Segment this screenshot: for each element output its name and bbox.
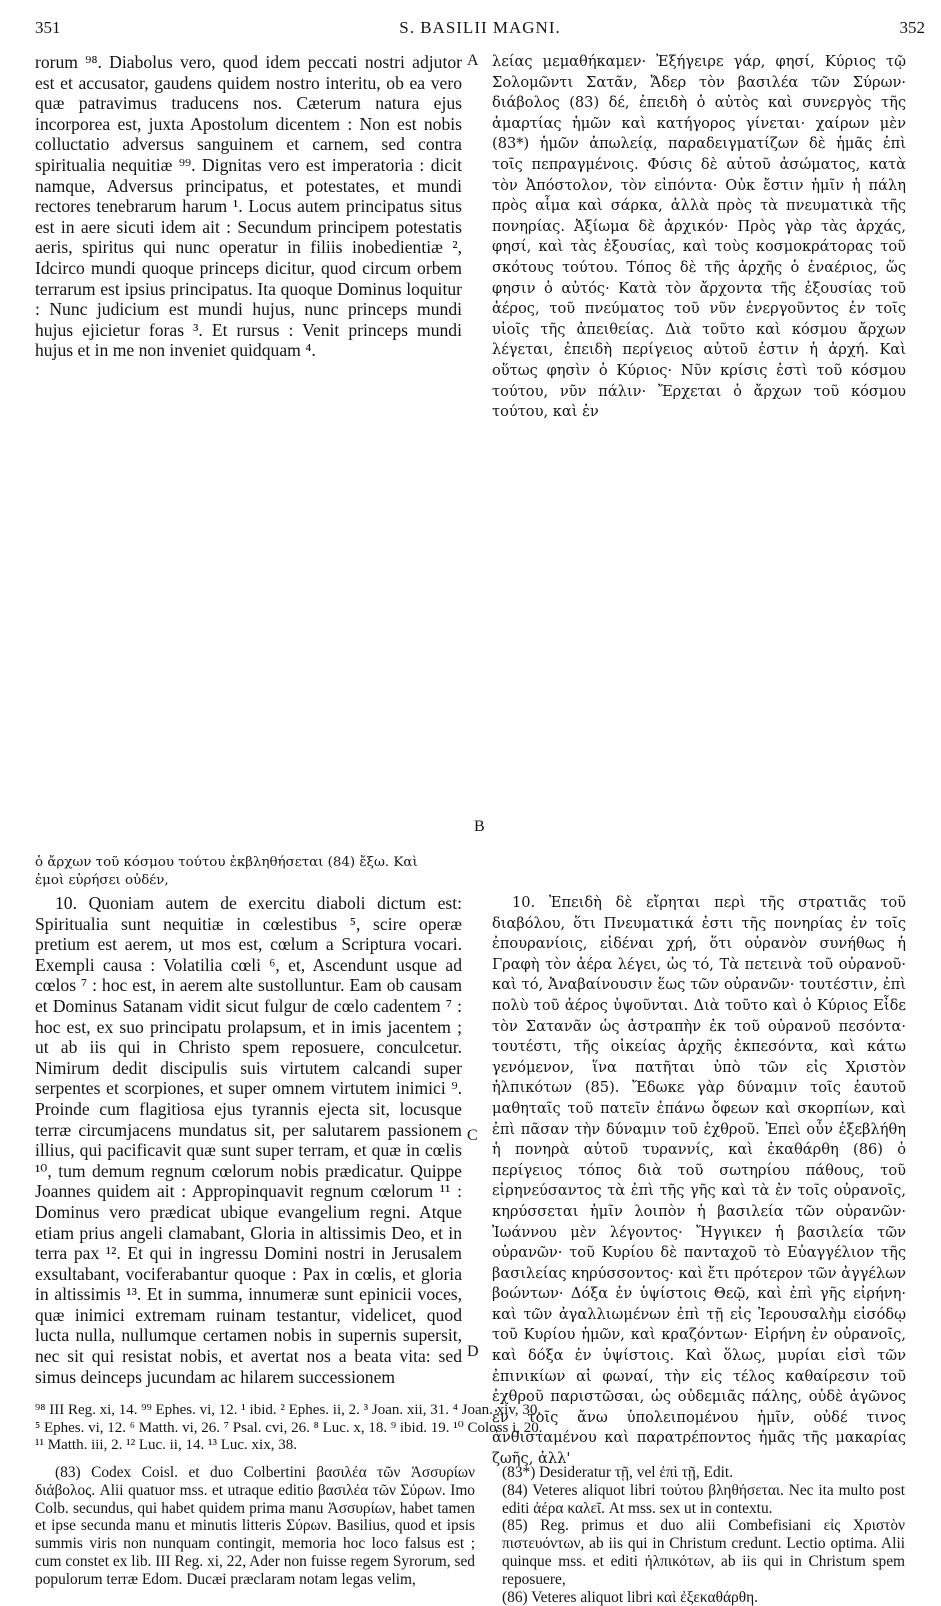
footnotes-right [502,1464,905,1606]
margin-letter-d: D [467,1343,479,1360]
footnotes-left [35,1464,475,1596]
reference-line: ¹¹ Matth. iii, 2. ¹² Luc. ii, 14. ¹³ Luc. xix, 38. [35,1437,297,1453]
latin-paragraph: 10. Quoniam autem de exercitu diaboli dictum est: Spiritualia sunt nequitiæ in cœlestibus ⁵, scire operæ pretium est aerem, ut mos est, cœlum a Scriptura vocari. Exempli causa : Volatilia cœli ⁶, et, Ascendunt usque ad cœlos ⁷ : hoc est, in aerem alte sustolluntur. Eam ob causam et Dominus Satanam vidit sicut fulgur de cœlo cadentem ⁷ : hoc est, ex suo principatu prolapsum, et in imis jacentem ; ut ab iis qui in Christo spem reposuere, conculcetur. Nimirum dedit discipulis suis virtutem calcandi super serpentes et scorpiones, et super omnem virtutem inimici ⁹. Proinde cum flagitiosa ejus tyrannis ejecta sit, locusque terræ circumjacens mundatus sit, per salutarem passionem illius, qui pacificavit quæ sunt super terram, et quæ in cœlis ¹⁰, tum demum regnum cœlorum nobis prædicatur. Quippe Joannes quidem ait : Appropinquavit regnum cœlorum ¹¹ : Dominus vero prædicat ubique evangelium regni. Atque etiam prius angeli clamabant, Gloria in altissimis Deo, et in terra pax ¹². Et qui in ingressu Domini nostri in Jerusalem exsultabant, vociferabantur quoque : Pax in cœlis, et gloria in altissimis ¹³. Et in summa, innumeræ sunt epinicii voces, quæ inimici extremam ruinam testantur, videlicet, quod lucta nulla, nullumque certamen nobis in supernis supersit, nec sit qui resistat nobis, et avertat nos a beata vita: sed simus deinceps jucundam ac hilarem successionem [35,893,462,1387]
footnote-85: (85) Reg. primus et duo alii Combefisiani εἰς Χριστὸν πιστευόντων, ab iis qui in Christum credunt. Lectio optima. Alii quinque mss. et editi ἠλπικότων, ab iis qui in Christum spem reposuere, [502,1517,905,1588]
running-title: S. BASILII MAGNI. [399,18,561,37]
footnote-86: (86) Veteres aliquot libri καὶ ἐξεκαθάρθη. [502,1588,758,1606]
greek-column-top [492,52,906,857]
reference-line: ⁵ Ephes. vi, 12. ⁶ Matth. vi, 26. ⁷ Psal. cvi, 26. ⁸ Luc. x, 18. ⁹ ibid. 19. ¹⁰ Coloss i, 20. [35,1419,543,1436]
footnote-83: (83) Codex Coisl. et duo Colbertini βασιλέα τῶν Ἀσσυρίων διάβολος. Alii quatuor mss. et utraque editio βασιλέα τῶν Σύρων. Imo Colb. secundus, qui habet quidem prima manu Ἀσσυρίων, habet tamen et ipse secunda manu et minutis litteris Σύρων. Basilius, quod et ipsis summis viris non nunquam contingit, memoria hoc loco falsus est ; cum constet ex lib. III Reg. xi, 22, Ader non fuisse regem Syrorum, sed populorum terræ Edom. Ducæi præclaram notam legas velim, [35,1464,475,1588]
greek-column-section-10 [492,893,906,1468]
margin-letter-c: C [467,1127,478,1144]
greek-spill-lines [35,854,480,890]
greek-paragraph: 10. Ἐπειδὴ δὲ εἴρηται περὶ τῆς στρατιᾶς τοῦ διαβόλου, ὅτι Πνευματικά ἐστι τῆς πονηρίας ἐν τοῖς ἐπουρανίοις, εἰδέναι χρή, ὅτι οὐρανὸν συνήθως ἡ Γραφὴ τὸν ἀέρα λέγει, ὡς τό, Τὰ πετεινὰ τοῦ οὐρανοῦ· καὶ τό, Ἀναβαίνουσιν ἕως τῶν οὐρανῶν· τουτέστιν, ἐπὶ πολὺ τοῦ ἀέρος ὑψοῦνται. Διὰ τοῦτο καὶ ὁ Κύριος Εἶδε τὸν Σατανᾶν ὡς ἀστραπὴν ἐκ τοῦ οὐρανοῦ πεσόντα· τουτέστι, τῆς οἰκείας ἀρχῆς ἐκπεσόντα, καὶ κάτω γενόμενον, ἵνα πατῆται ὑπὸ τῶν εἰς Χριστὸν ἠλπικότων (85). Ἔδωκε γὰρ δύναμιν τοῖς ἑαυτοῦ μαθηταῖς τοῦ πατεῖν ἐπάνω ὄφεων καὶ σκορπίων, καὶ ἐπὶ πᾶσαν τὴν δύναμιν τοῦ ἐχθροῦ. Ἐπεὶ οὖν ἐξεβλήθη ἡ πονηρὰ αὐτοῦ τυραννίς, καὶ ἐκαθάρθη (86) ὁ περίγειος τόπος διὰ τοῦ σωτηρίου πάθους, τοῦ εἰρηνεύσαντος τὰ ἐπὶ τῆς γῆς καὶ τὰ ἐν τοῖς οὐρανοῖς, κηρύσσεται ἡμῖν λοιπὸν ἡ βασιλεία τῶν οὐρανῶν· Ἰωάννου μὲν λέγοντος· Ἤγγικεν ἡ βασιλεία τῶν οὐρανῶν· τοῦ Κυρίου δὲ πανταχοῦ τὸ Εὐαγγέλιον τῆς βασιλείας κηρύσσοντος· καὶ ἔτι πρότερον τῶν ἀγγέλων βοώντων· Δόξα ἐν ὑψίστοις Θεῷ, καὶ ἐπὶ γῆς εἰρήνη· καὶ τῶν ἀγαλλιωμένων ἐπὶ τῇ εἰς Ἱερουσαλὴμ εἰσόδῳ τοῦ Κυρίου ἡμῶν, καὶ κραζόντων· Εἰρήνη ἐν οὐρανοῖς, καὶ δόξα ἐν ὑψίστοις. Καὶ ὅλως, μυρίαι εἰσὶ τῶν ἐπινικίων αἱ φωναί, τὴν εἰς τέλος καθαίρεσιν τοῦ ἐχθροῦ παριστῶσαι, ὡς οὐδεμιᾶς πάλης, οὐδὲ ἀγῶνος ἐν τοῖς ἄνω ὑπολειπομένου ἡμῖν, οὐδέ τινος ἀνθισταμένου καὶ παρατρέποντος ἡμᾶς τῆς μακαρίας ζωῆς, ἀλλ' [492,894,906,1468]
reference-line: ⁹⁸ III Reg. xi, 14. ⁹⁹ Ephes. vi, 12. ¹ ibid. ² Ephes. ii, 2. ³ Joan. xii, 31. ⁴ Joan. xiv, 30. [35,1402,542,1418]
page-number-left: 351 [35,18,61,37]
latin-column-section-10 [35,893,462,1393]
latin-paragraph: rorum ⁹⁸. Diabolus vero, quod idem peccati nostri adjutor est et accusator, gaudens quidem nostro interitu, ob ea vero quæ patravimus traducens nos. Cæterum natura ejus incorporea est, juxta Apostolum dicentem : Non est nobis colluctatio adversus sanguinem et carnem, sed contra spiritualia nequitiæ ⁹⁹. Dignitas vero est imperatoria : dicit namque, Adversus principatus, et potestates, et mundi rectores tenebrarum harum ¹. Locus autem principatus situs est in aere sicuti idem ait : Secundum principem potestatis aeris, spiritus qui nunc operatur in filiis inobedientiæ ², Idcirco mundi quoque princeps dicitur, quod circum orbem terrarum est ipsius principatus. Ita quoque Dominus loquitur : Nunc judicium est mundi hujus, nunc princeps mundi hujus ejicietur foras ³. Et rursus : Venit princeps mundi hujus et in me non inveniet quidquam ⁴. [35,52,462,361]
greek-paragraph: λείας μεμαθήκαμεν· Ἐξήγειρε γάρ, φησί, Κύριος τῷ Σολομῶντι Σατᾶν, Ἄδερ τὸν βασιλέα τῶν Σύρων· διάβολος (83) δέ, ἐπειδὴ ὁ αὐτὸς καὶ συνεργὸς τῆς ἁμαρτίας ἡμῶν καὶ κατήγορος γίνεται· χαίρων μὲν (83*) ἡμῶν ἀπωλείᾳ, παραδειγματίζων δὲ ἡμᾶς ἐπὶ τοῖς πεπραγμένοις. Φύσις δὲ αὐτοῦ ἀσώματος, κατὰ τὸν Ἀπόστολον, τὸν εἰπόντα· Οὐκ ἔστιν ἡμῖν ἡ πάλη πρὸς αἷμα καὶ σάρκα, ἀλλὰ πρὸς τὰ πνευματικὰ τῆς πονηρίας. Ἀξίωμα δὲ ἀρχικόν· Πρὸς γὰρ τὰς ἀρχάς, φησί, καὶ τὰς ἐξουσίας, καὶ τοὺς κοσμοκράτορας τοῦ σκότους τούτου. Τόπος δὲ τῆς ἀρχῆς ὁ ἐναέριος, ὥς φησιν ὁ αὐτός· Κατὰ τὸν ἄρχοντα τῆς ἐξουσίας τοῦ ἀέρος, τοῦ πνεύματος τοῦ νῦν ἐνεργοῦντος ἐν τοῖς υἱοῖς τῆς ἀπειθείας. Διὰ τοῦτο καὶ κόσμου ἄρχων λέγεται, ἐπειδὴ περίγειος αὐτοῦ ἐστιν ἡ ἀρχή. Καὶ οὕτως φησὶν ὁ Κύριος· Νῦν κρίσις ἐστὶ τοῦ κόσμου τούτου, νῦν πάλιν· Ἔρχεται ὁ ἄρχων τοῦ κόσμου τούτου, καὶ ἐν [492,53,906,421]
greek-spill-line: ἐμοὶ εὑρήσει οὐδέν, [35,873,169,888]
page-number-right: 352 [899,18,925,37]
footnote-84: (84) Veteres aliquot libri τούτου βληθήσεται. Nec ita multo post editi ἀέρα καλεῖ. At mss. sex ut in contextu. [502,1481,905,1517]
margin-letter-a: A [467,52,479,69]
greek-spill-line: ὁ ἄρχων τοῦ κόσμου τούτου ἐκβληθήσεται (84) ἔξω. Καὶ [35,855,418,870]
footnote-83-star: (83*) Desideratur τῇ, vel ἐπὶ τῇ, Edit. [502,1464,734,1481]
latin-column-top [35,52,462,852]
running-header [35,18,925,40]
scripture-references [35,1402,915,1455]
margin-letter-b: B [474,818,485,835]
